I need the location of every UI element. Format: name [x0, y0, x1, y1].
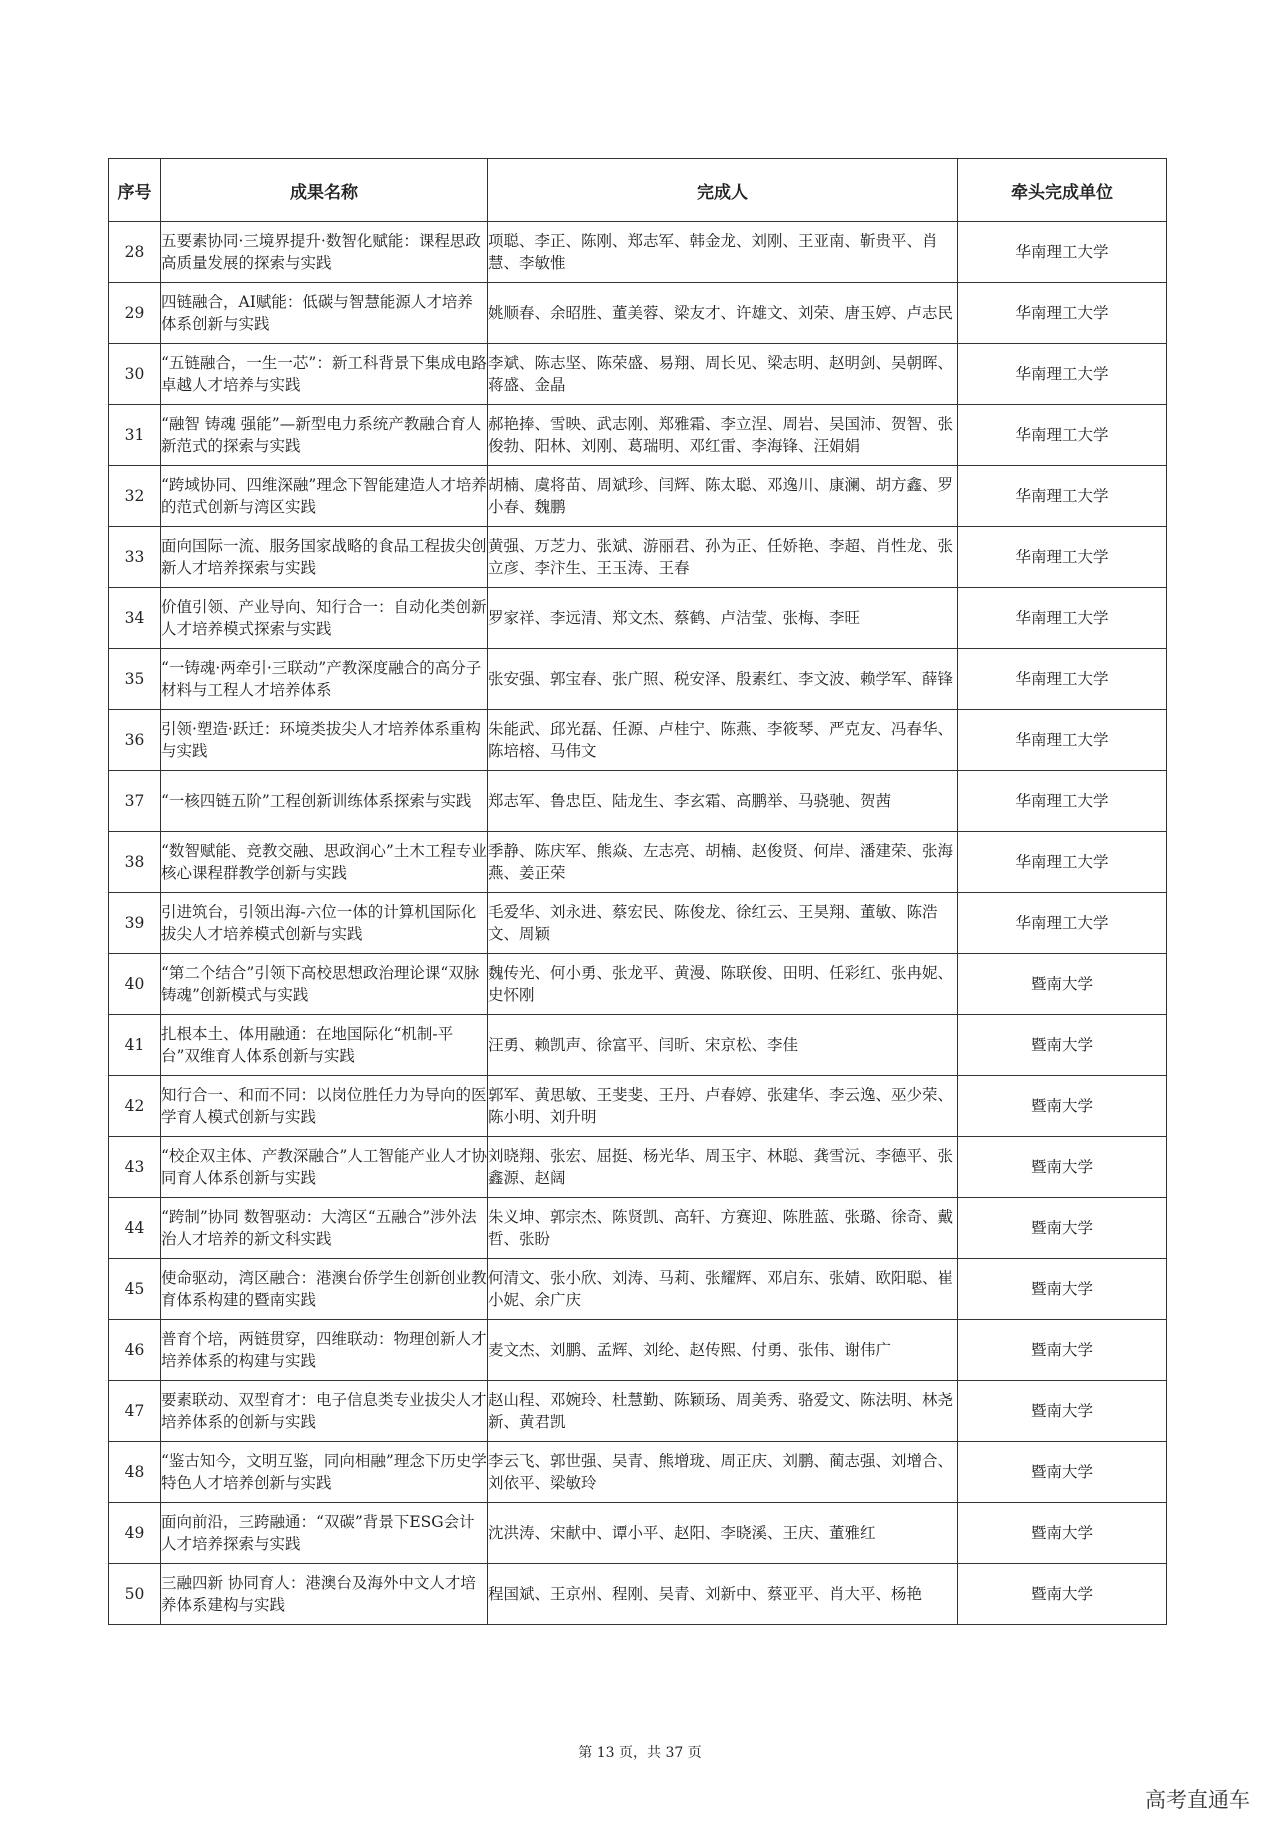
table-row	[109, 466, 1167, 527]
cell-no: 43	[109, 1137, 161, 1198]
table-row	[109, 893, 1167, 954]
cell-people: 姚顺春、余昭胜、董美蓉、梁友才、许雄文、刘荣、唐玉婷、卢志民	[488, 283, 958, 344]
cell-unit: 暨南大学	[958, 1442, 1167, 1503]
table-row	[109, 588, 1167, 649]
cell-unit: 暨南大学	[958, 954, 1167, 1015]
cell-no: 48	[109, 1442, 161, 1503]
cell-no: 45	[109, 1259, 161, 1320]
table-row	[109, 649, 1167, 710]
table-row	[109, 344, 1167, 405]
table-row	[109, 527, 1167, 588]
cell-name: “鉴古知今，文明互鉴，同向相融”理念下历史学特色人才培养创新与实践	[161, 1442, 488, 1503]
cell-unit: 华南理工大学	[958, 527, 1167, 588]
header-unit: 牵头完成单位	[958, 159, 1167, 222]
cell-people: 何清文、张小欣、刘涛、马莉、张耀辉、邓启东、张婧、欧阳聪、崔小妮、余广庆	[488, 1259, 958, 1320]
cell-unit: 华南理工大学	[958, 405, 1167, 466]
cell-no: 30	[109, 344, 161, 405]
cell-unit: 暨南大学	[958, 1137, 1167, 1198]
cell-unit: 暨南大学	[958, 1503, 1167, 1564]
cell-name: “校企双主体、产教深融合”人工智能产业人才协同育人体系创新与实践	[161, 1137, 488, 1198]
table-row	[109, 954, 1167, 1015]
cell-people: 魏传光、何小勇、张龙平、黄漫、陈联俊、田明、任彩红、张冉妮、史怀刚	[488, 954, 958, 1015]
cell-no: 49	[109, 1503, 161, 1564]
cell-name: 扎根本土、体用融通：在地国际化“机制-平台”双维育人体系创新与实践	[161, 1015, 488, 1076]
table-body	[109, 222, 1167, 1625]
cell-people: 刘晓翔、张宏、屈挺、杨光华、周玉宇、林聪、龚雪沅、李德平、张鑫源、赵阔	[488, 1137, 958, 1198]
cell-unit: 华南理工大学	[958, 344, 1167, 405]
cell-people: 汪勇、赖凯声、徐富平、闫昕、宋京松、李佳	[488, 1015, 958, 1076]
cell-unit: 华南理工大学	[958, 710, 1167, 771]
cell-unit: 华南理工大学	[958, 222, 1167, 283]
cell-unit: 暨南大学	[958, 1320, 1167, 1381]
cell-people: 罗家祥、李远清、郑文杰、蔡鹤、卢洁莹、张梅、李旺	[488, 588, 958, 649]
cell-unit: 暨南大学	[958, 1015, 1167, 1076]
cell-name: 面向前沿，三跨融通：“双碳”背景下ESG会计人才培养探索与实践	[161, 1503, 488, 1564]
cell-people: 项聪、李正、陈刚、郑志军、韩金龙、刘刚、王亚南、靳贵平、肖慧、李敏惟	[488, 222, 958, 283]
cell-unit: 华南理工大学	[958, 283, 1167, 344]
cell-unit: 暨南大学	[958, 1259, 1167, 1320]
cell-name: “跨域协同、四维深融”理念下智能建造人才培养的范式创新与湾区实践	[161, 466, 488, 527]
cell-unit: 华南理工大学	[958, 649, 1167, 710]
table-row	[109, 832, 1167, 893]
cell-no: 33	[109, 527, 161, 588]
cell-no: 37	[109, 771, 161, 832]
cell-unit: 暨南大学	[958, 1381, 1167, 1442]
cell-people: 季静、陈庆军、熊焱、左志亮、胡楠、赵俊贤、何岸、潘建荣、张海燕、姜正荣	[488, 832, 958, 893]
cell-no: 41	[109, 1015, 161, 1076]
cell-people: 李斌、陈志坚、陈荣盛、易翔、周长见、梁志明、赵明剑、吴朝晖、蒋盛、金晶	[488, 344, 958, 405]
cell-no: 31	[109, 405, 161, 466]
header-people: 完成人	[488, 159, 958, 222]
cell-people: 李云飞、郭世强、吴青、熊增珑、周正庆、刘鹏、蔺志强、刘增合、刘依平、梁敏玲	[488, 1442, 958, 1503]
cell-people: 胡楠、虞将苗、周斌珍、闫辉、陈太聪、邓逸川、康澜、胡方鑫、罗小春、魏鹏	[488, 466, 958, 527]
cell-no: 39	[109, 893, 161, 954]
cell-people: 黄强、万芝力、张斌、游丽君、孙为正、任娇艳、李超、肖性龙、张立彦、李汴生、王玉涛、王春	[488, 527, 958, 588]
cell-name: 引领·塑造·跃迁：环境类拔尖人才培养体系重构与实践	[161, 710, 488, 771]
cell-unit: 华南理工大学	[958, 893, 1167, 954]
cell-people: 郑志军、鲁忠臣、陆龙生、李玄霜、高鹏举、马骁驰、贺茜	[488, 771, 958, 832]
cell-name: “融智 铸魂 强能”—新型电力系统产教融合育人新范式的探索与实践	[161, 405, 488, 466]
cell-no: 42	[109, 1076, 161, 1137]
cell-people: 郭军、黄思敏、王斐斐、王丹、卢春婷、张建华、李云逸、巫少荣、陈小明、刘升明	[488, 1076, 958, 1137]
cell-people: 程国斌、王京州、程刚、吴青、刘新中、蔡亚平、肖大平、杨艳	[488, 1564, 958, 1625]
cell-name: “数智赋能、竞教交融、思政润心”土木工程专业核心课程群教学创新与实践	[161, 832, 488, 893]
table-row	[109, 283, 1167, 344]
table-row	[109, 1015, 1167, 1076]
table-row	[109, 1564, 1167, 1625]
cell-no: 50	[109, 1564, 161, 1625]
cell-no: 47	[109, 1381, 161, 1442]
cell-name: 三融四新 协同育人：港澳台及海外中文人才培养体系建构与实践	[161, 1564, 488, 1625]
cell-no: 46	[109, 1320, 161, 1381]
cell-no: 44	[109, 1198, 161, 1259]
cell-name: 面向国际一流、服务国家战略的食品工程拔尖创新人才培养探索与实践	[161, 527, 488, 588]
cell-name: 普育个培，两链贯穿，四维联动：物理创新人才培养体系的构建与实践	[161, 1320, 488, 1381]
cell-unit: 华南理工大学	[958, 588, 1167, 649]
cell-people: 毛爱华、刘永进、蔡宏民、陈俊龙、徐红云、王昊翔、董敏、陈浩文、周颖	[488, 893, 958, 954]
cell-people: 朱能武、邱光磊、任源、卢桂宁、陈燕、李筱琴、严克友、冯春华、陈培榕、马伟文	[488, 710, 958, 771]
results-table	[108, 158, 1167, 1625]
cell-no: 35	[109, 649, 161, 710]
cell-name: “一核四链五阶”工程创新训练体系探索与实践	[161, 771, 488, 832]
table-row	[109, 1320, 1167, 1381]
table-row	[109, 1381, 1167, 1442]
cell-unit: 华南理工大学	[958, 771, 1167, 832]
header-no: 序号	[109, 159, 161, 222]
cell-unit: 华南理工大学	[958, 832, 1167, 893]
cell-name: “跨制”协同 数智驱动：大湾区“五融合”涉外法治人才培养的新文科实践	[161, 1198, 488, 1259]
cell-no: 34	[109, 588, 161, 649]
cell-no: 32	[109, 466, 161, 527]
cell-people: 沈洪涛、宋献中、谭小平、赵阳、李晓溪、王庆、董雅红	[488, 1503, 958, 1564]
cell-name: 使命驱动，湾区融合：港澳台侨学生创新创业教育体系构建的暨南实践	[161, 1259, 488, 1320]
cell-no: 36	[109, 710, 161, 771]
table-row	[109, 1137, 1167, 1198]
cell-name: “第二个结合”引领下高校思想政治理论课“双脉铸魂”创新模式与实践	[161, 954, 488, 1015]
cell-name: “一铸魂·两牵引·三联动”产教深度融合的高分子材料与工程人才培养体系	[161, 649, 488, 710]
cell-name: 五要素协同·三境界提升·数智化赋能：课程思政高质量发展的探索与实践	[161, 222, 488, 283]
cell-unit: 暨南大学	[958, 1198, 1167, 1259]
cell-no: 29	[109, 283, 161, 344]
table-row	[109, 1198, 1167, 1259]
cell-people: 赵山程、邓婉玲、杜慧勤、陈颖玚、周美秀、骆爱文、陈法明、林尧新、黄君凯	[488, 1381, 958, 1442]
cell-no: 40	[109, 954, 161, 1015]
cell-unit: 华南理工大学	[958, 466, 1167, 527]
cell-no: 38	[109, 832, 161, 893]
table-row	[109, 771, 1167, 832]
cell-unit: 暨南大学	[958, 1076, 1167, 1137]
cell-people: 张安强、郭宝春、张广照、税安泽、殷素红、李文波、赖学军、薛锋	[488, 649, 958, 710]
table-header-row	[109, 159, 1167, 222]
cell-name: 价值引领、产业导向、知行合一：自动化类创新人才培养模式探索与实践	[161, 588, 488, 649]
header-name: 成果名称	[161, 159, 488, 222]
table-row	[109, 1442, 1167, 1503]
table-row	[109, 405, 1167, 466]
cell-name: 要素联动、双型育才：电子信息类专业拔尖人才培养体系的创新与实践	[161, 1381, 488, 1442]
cell-unit: 暨南大学	[958, 1564, 1167, 1625]
cell-name: 四链融合，AI赋能：低碳与智慧能源人才培养体系创新与实践	[161, 283, 488, 344]
cell-people: 朱义坤、郭宗杰、陈贤凯、高轩、方赛迎、陈胜蓝、张璐、徐奇、戴哲、张盼	[488, 1198, 958, 1259]
table-row	[109, 710, 1167, 771]
cell-name: 引进筑台，引领出海-六位一体的计算机国际化拔尖人才培养模式创新与实践	[161, 893, 488, 954]
table-row	[109, 1503, 1167, 1564]
table-row	[109, 222, 1167, 283]
table-row	[109, 1076, 1167, 1137]
cell-no: 28	[109, 222, 161, 283]
page-number: 第 13 页，共 37 页	[578, 1745, 702, 1761]
table-row	[109, 1259, 1167, 1320]
cell-people: 郝艳捧、雪映、武志刚、郑雅霜、李立涅、周岩、吴国沛、贺智、张俊勃、阳林、刘刚、葛瑞明、邓红雷、李海锋、汪娟娟	[488, 405, 958, 466]
watermark-text: 高考直通车	[1145, 1788, 1250, 1812]
cell-name: 知行合一、和而不同：以岗位胜任力为导向的医学育人模式创新与实践	[161, 1076, 488, 1137]
cell-people: 麦文杰、刘鹏、孟辉、刘纶、赵传熙、付勇、张伟、谢伟广	[488, 1320, 958, 1381]
cell-name: “五链融合，一生一芯”：新工科背景下集成电路卓越人才培养与实践	[161, 344, 488, 405]
